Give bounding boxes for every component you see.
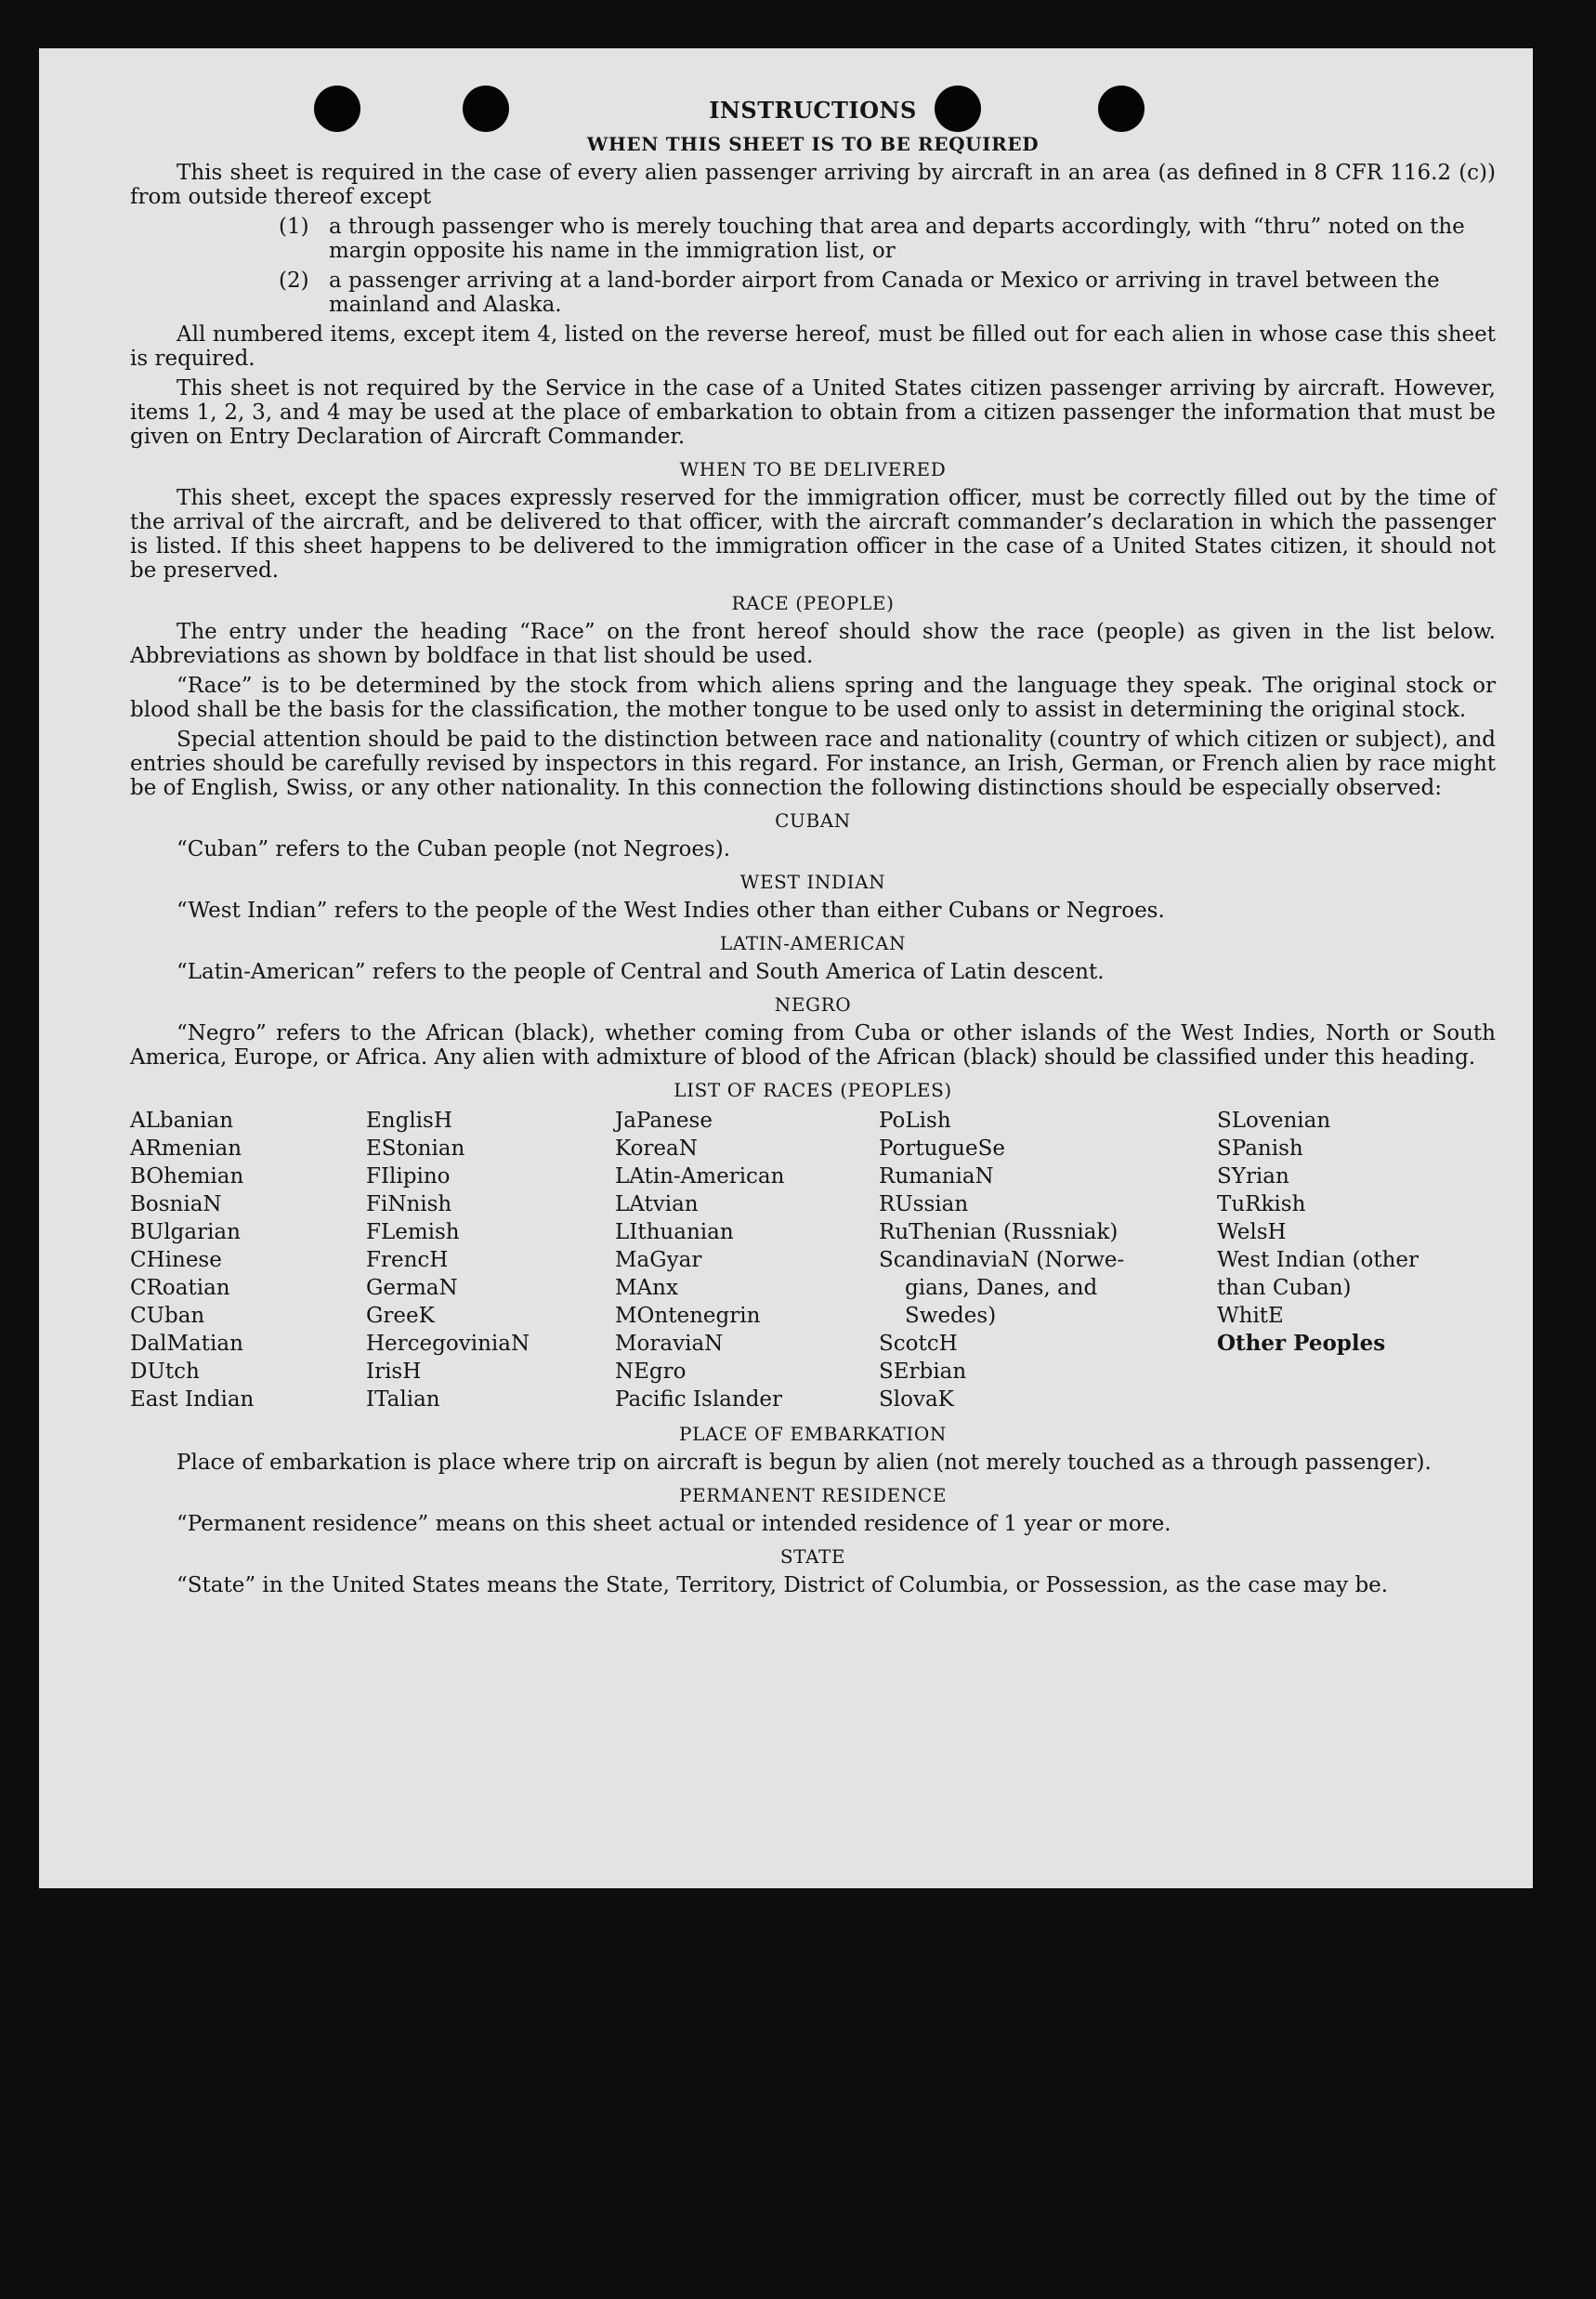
race-entry: BosniaN	[130, 1192, 222, 1216]
race-entry: CHinese	[130, 1248, 222, 1272]
race-entry: ScotcH	[879, 1332, 958, 1356]
race-entry: MaGyar	[615, 1248, 702, 1272]
race-entry: MOntenegrin	[615, 1304, 761, 1328]
required-intro: This sheet is required in the case of every alien passenger arriving by aircraft in an area (as defined in 8 CFR 116.2 (c)) from outside thereof except	[130, 161, 1496, 209]
section-heading-embarkation: PLACE OF EMBARKATION	[679, 1423, 947, 1445]
exception-item	[130, 215, 1496, 263]
race-entry: SlovaK	[879, 1387, 954, 1412]
race-entry: WelsH	[1217, 1220, 1287, 1244]
section-heading-list-of-races: LIST OF RACES (PEOPLES)	[674, 1079, 952, 1101]
race-entry: RumaniaN	[879, 1164, 994, 1189]
race-entry: FLemish	[366, 1220, 460, 1244]
race-entry: Other Peoples	[1217, 1331, 1386, 1356]
race-entry: DalMatian	[130, 1332, 243, 1356]
page-title: INSTRUCTIONS	[709, 97, 917, 124]
race-entry: SYrian	[1217, 1164, 1289, 1189]
race-entry: GermaN	[366, 1276, 458, 1300]
race-entry: JaPanese	[615, 1109, 713, 1133]
race-entry: MoraviaN	[615, 1332, 724, 1356]
race-entry: CRoatian	[130, 1276, 230, 1300]
race-entry: BOhemian	[130, 1164, 244, 1189]
section-heading-residence: PERMANENT RESIDENCE	[678, 1484, 948, 1506]
race-entry: FiNnish	[366, 1192, 452, 1216]
race-entry-continued: than Cuban)	[1217, 1276, 1352, 1300]
race-entry: KoreaN	[615, 1136, 698, 1161]
section-heading-west-indian: WEST INDIAN	[739, 871, 886, 893]
race-entry-continued: Swedes)	[905, 1304, 997, 1328]
race-entry: IrisH	[366, 1360, 422, 1384]
exception-text: a through passenger who is merely touching that area and departs accordingly, with “thru” noted on the margin opposite his name in the immigration list, or	[329, 215, 1465, 263]
race-entry: LAtin-American	[615, 1164, 785, 1189]
west-indian-definition: “West Indian” refers to the people of the West Indies other than either Cubans or Negroes.	[177, 899, 1165, 923]
race-entry: TuRkish	[1217, 1192, 1306, 1216]
section-heading-cuban: CUBAN	[775, 809, 851, 832]
race-entry: Pacific Islander	[615, 1387, 783, 1412]
race-entry: RuThenian (Russniak)	[879, 1220, 1119, 1244]
race-entry: DUtch	[130, 1360, 200, 1384]
race-entry: West Indian (other	[1217, 1248, 1419, 1272]
latin-american-definition: “Latin-American” refers to the people of Central and South America of Latin descent.	[177, 960, 1105, 984]
embarkation-text: Place of embarkation is place where trip on aircraft is begun by alien (not merely touched as a through passenger).	[177, 1451, 1432, 1475]
race-entry: ScandinaviaN (Norwe-	[879, 1248, 1125, 1272]
section-heading-delivered: WHEN TO BE DELIVERED	[679, 458, 947, 480]
section-heading-race: RACE (PEOPLE)	[731, 592, 895, 614]
races-column-3	[615, 1107, 879, 1413]
exception-text: a passenger arriving at a land-border airport from Canada or Mexico or arriving in travel between the mainland and Alaska.	[329, 269, 1440, 317]
race-paragraph-3: Special attention should be paid to the distinction between race and nationality (country of which citizen or subject), and entries should be carefully revised by inspectors in this regard. For instance, an Irish, German, or French alien by race might be of English, Swiss, or any other nationality. In this connection the following distinctions should be especially observed:	[130, 728, 1496, 800]
race-entry: FIlipino	[366, 1164, 451, 1189]
citizen-note: This sheet is not required by the Service in the case of a United States citizen passenger arriving by aircraft. However, items 1, 2, 3, and 4 may be used at the place of embarkation to obtain from a citizen passenger the information that must be given on Entry Declaration of Aircraft Commander.	[130, 376, 1496, 449]
race-entry: PortugueSe	[879, 1136, 1005, 1161]
race-entry: SPanish	[1217, 1136, 1303, 1161]
instructions-content	[130, 97, 1496, 1603]
race-entry: SErbian	[879, 1360, 967, 1384]
numbered-items-text: All numbered items, except item 4, listed on the reverse hereof, must be filled out for each alien in whose case this sheet is required.	[130, 322, 1496, 371]
races-column-4	[879, 1107, 1217, 1413]
document-sheet	[39, 48, 1533, 1888]
races-column-2	[366, 1107, 615, 1413]
races-column-1	[130, 1107, 366, 1413]
race-paragraph-2: “Race” is to be determined by the stock from which aliens spring and the language they speak. The original stock or blood shall be the basis for the classification, the mother tongue to be used only to assist in determining the original stock.	[130, 674, 1496, 722]
race-entry: ITalian	[366, 1387, 440, 1412]
race-entry: NEgro	[615, 1360, 687, 1384]
race-entry: SLovenian	[1217, 1109, 1331, 1133]
race-entry: PoLish	[879, 1109, 951, 1133]
race-entry: WhitE	[1217, 1304, 1284, 1328]
section-heading-latin-american: LATIN-AMERICAN	[719, 932, 907, 954]
race-entry: EnglisH	[366, 1109, 452, 1133]
race-entry-continued: gians, Danes, and	[905, 1276, 1098, 1300]
exception-number: (1)	[279, 215, 309, 239]
race-entry: LAtvian	[615, 1192, 699, 1216]
race-entry: ARmenian	[130, 1136, 242, 1161]
delivered-text: This sheet, except the spaces expressly reserved for the immigration officer, must be correctly filled out by the time of the arrival of the aircraft, and be delivered to that officer, with the aircraft commander’s declaration in which the passenger is listed. If this sheet happens to be delivered to the immigration officer in the case of a United States citizen, it should not be preserved.	[130, 486, 1496, 583]
race-entry: LIthuanian	[615, 1220, 734, 1244]
race-entry: BUlgarian	[130, 1220, 241, 1244]
race-entry: EStonian	[366, 1136, 465, 1161]
race-entry: FrencH	[366, 1248, 449, 1272]
race-entry: ALbanian	[130, 1109, 234, 1133]
races-column-5	[1217, 1107, 1496, 1413]
exception-number: (2)	[279, 269, 309, 293]
race-entry: GreeK	[366, 1304, 435, 1328]
race-entry: East Indian	[130, 1387, 255, 1412]
races-list	[130, 1107, 1496, 1413]
race-entry: MAnx	[615, 1276, 678, 1300]
state-text: “State” in the United States means the State, Territory, District of Columbia, or Possession, as the case may be.	[177, 1573, 1389, 1597]
section-heading-negro: NEGRO	[774, 993, 852, 1016]
negro-definition: “Negro” refers to the African (black), whether coming from Cuba or other islands of the West Indies, North or South America, Europe, or Africa. Any alien with admixture of blood of the African (black) should be classified under this heading.	[130, 1021, 1496, 1070]
race-entry: HercegoviniaN	[366, 1332, 530, 1356]
cuban-definition: “Cuban” refers to the Cuban people (not Negroes).	[177, 837, 731, 861]
race-entry: RUssian	[879, 1192, 969, 1216]
section-heading-required: WHEN THIS SHEET IS TO BE REQUIRED	[586, 133, 1040, 155]
residence-text: “Permanent residence” means on this sheet actual or intended residence of 1 year or more.	[177, 1512, 1171, 1536]
section-heading-state: STATE	[779, 1545, 846, 1568]
exception-item	[130, 269, 1496, 317]
race-entry: CUban	[130, 1304, 205, 1328]
race-paragraph-1: The entry under the heading “Race” on the front hereof should show the race (people) as given in the list below. Abbreviations as shown by boldface in that list should be used.	[130, 620, 1496, 668]
